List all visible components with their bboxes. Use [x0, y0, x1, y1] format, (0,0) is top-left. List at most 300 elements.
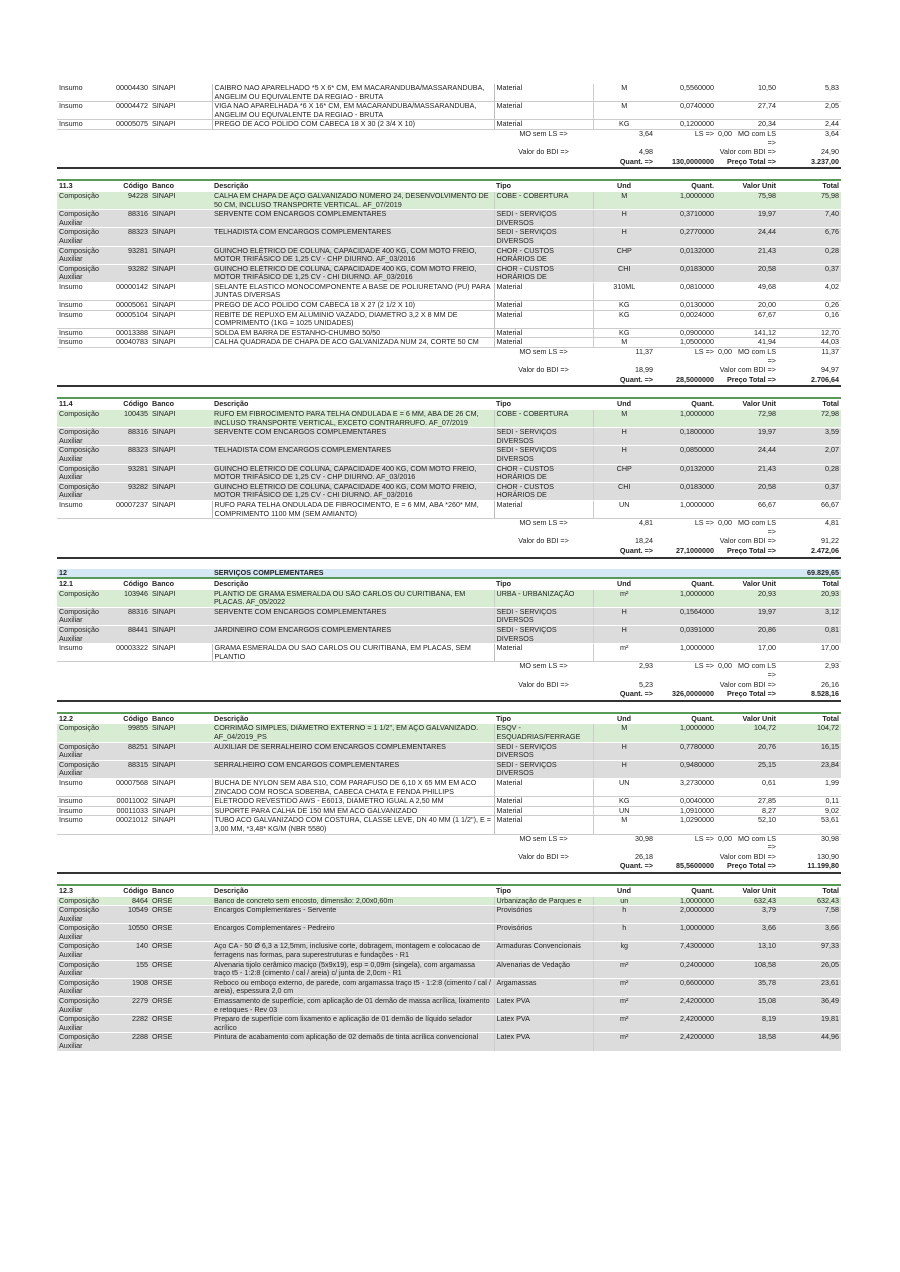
preco-total-value: 11.199,80 [778, 862, 841, 873]
row-quantity: 1,0000000 [655, 410, 716, 428]
row-code: 140 [112, 942, 150, 960]
row-total: 0,28 [778, 464, 841, 482]
spacer [57, 537, 112, 547]
row-quantity: 7,4300000 [655, 942, 716, 960]
table-row [57, 428, 841, 446]
spacer [57, 157, 112, 168]
table-row [57, 446, 841, 464]
row-description: CALHA QUADRADA DE CHAPA DE ACO GALVANIZADA NUM 24, CORTE 50 CM [212, 338, 494, 348]
spacer [655, 148, 716, 158]
item-number: 11.3 [57, 180, 112, 191]
row-bank: SINAPI [150, 607, 212, 625]
row-category: ESQV - ESQUADRIAS/FERRAGE [494, 724, 593, 742]
row-code: 10549 [112, 906, 150, 924]
valor-com-bdi-value: 94,97 [778, 366, 841, 376]
row-unit: KG [593, 797, 655, 807]
section-title: SERVIÇOS COMPLEMENTARES [212, 569, 494, 579]
row-type: Insumo [57, 797, 112, 807]
row-type: Composição Auxiliar [57, 760, 112, 778]
valor-bdi-value: 5,23 [593, 680, 655, 690]
row-description: TELHADISTA COM ENCARGOS COMPLEMENTARES [212, 228, 494, 246]
col-header-quant: Quant. [655, 578, 716, 589]
valor-bdi-label: Valor do BDI => [494, 537, 593, 547]
spacer [150, 680, 212, 690]
col-header-valor-unit: Valor Unit [716, 885, 778, 896]
budget-block [57, 569, 841, 702]
row-bank: ORSE [150, 942, 212, 960]
valor-bdi-label: Valor do BDI => [494, 680, 593, 690]
spacer [212, 546, 494, 557]
spacer [212, 537, 494, 547]
row-quantity: 0,0183000 [655, 482, 716, 500]
spacer [655, 852, 716, 862]
row-total: 72,98 [778, 410, 841, 428]
row-unit-price: 41,94 [716, 338, 778, 348]
row-unit-price: 35,78 [716, 978, 778, 996]
spacer [494, 157, 593, 168]
section-empty [593, 569, 655, 579]
row-quantity: 0,0900000 [655, 328, 716, 338]
item-number: 12.3 [57, 885, 112, 896]
row-unit: M [593, 338, 655, 348]
table-row [57, 816, 841, 834]
row-quantity: 0,0024000 [655, 310, 716, 328]
row-type: Insumo [57, 644, 112, 662]
bdi-row [57, 537, 841, 547]
row-total: 7,58 [778, 906, 841, 924]
quant-row [57, 375, 841, 386]
row-description: SERVENTE COM ENCARGOS COMPLEMENTARES [212, 428, 494, 446]
row-type: Composição Auxiliar [57, 482, 112, 500]
spacer [112, 852, 150, 862]
row-unit: UN [593, 500, 655, 518]
row-bank: ORSE [150, 1033, 212, 1051]
row-unit: kg [593, 942, 655, 960]
mo-com-ls-value: 30,98 [778, 834, 841, 852]
block-gap [57, 169, 841, 179]
valor-com-bdi-value: 91,22 [778, 537, 841, 547]
col-header-tipo: Tipo [494, 398, 593, 409]
row-unit-price: 20,76 [716, 742, 778, 760]
row-total: 3,66 [778, 924, 841, 942]
row-type: Composição Auxiliar [57, 942, 112, 960]
table-row [57, 896, 841, 906]
table-row [57, 806, 841, 816]
row-category: SEDI - SERVIÇOS DIVERSOS [494, 428, 593, 446]
col-header-banco: Banco [150, 578, 212, 589]
row-type: Composição [57, 896, 112, 906]
row-description: CALHA EM CHAPA DE AÇO GALVANIZADO NÚMERO 24, DESENVOLVIMENTO DE 50 CM, INCLUSO TRANSPORTE VERTICAL. AF_07/2019 [212, 191, 494, 209]
valor-com-bdi-value: 130,90 [778, 852, 841, 862]
row-description: BUCHA DE NYLON SEM ABA S10, COM PARAFUSO DE 6,10 X 65 MM EM ACO ZINCADO COM ROSCA SOBERBA, CABECA CHATA E FENDA PHILLIPS [212, 778, 494, 796]
spacer [112, 662, 150, 680]
row-bank: SINAPI [150, 84, 212, 102]
table-row [57, 328, 841, 338]
spacer [57, 148, 112, 158]
spacer [150, 690, 212, 701]
row-unit-price: 27,85 [716, 797, 778, 807]
row-unit-price: 25,15 [716, 760, 778, 778]
row-total: 3,59 [778, 428, 841, 446]
row-quantity: 0,9480000 [655, 760, 716, 778]
table-row [57, 264, 841, 282]
valor-bdi-value: 18,99 [593, 366, 655, 376]
table-row [57, 228, 841, 246]
row-unit-price: 108,58 [716, 960, 778, 978]
spacer [212, 348, 494, 366]
row-description: SUPORTE PARA CALHA DE 150 MM EM ACO GALVANIZADO [212, 806, 494, 816]
row-unit-price: 632,43 [716, 896, 778, 906]
row-unit: m² [593, 1033, 655, 1051]
col-header-quant: Quant. [655, 180, 716, 191]
row-type: Composição [57, 589, 112, 607]
row-unit-price: 20,93 [716, 589, 778, 607]
row-category: Material [494, 778, 593, 796]
row-type: Insumo [57, 338, 112, 348]
row-description: Alvenaria tijolo cerâmico maciço (5x9x19), esp = 0,09m (singela), com argamassa traço t5 - 1:2:8 (cimento / cal / areia) c/ junta de 2,0cm - R1 [212, 960, 494, 978]
row-description: Reboco ou emboço externo, de parede, com argamassa traço t5 - 1:2:8 (cimento / cal / areia), espessura 2,0 cm [212, 978, 494, 996]
row-total: 0,37 [778, 264, 841, 282]
table-row [57, 626, 841, 644]
row-code: 99855 [112, 724, 150, 742]
row-total: 0,28 [778, 246, 841, 264]
row-unit: UN [593, 778, 655, 796]
row-type: Composição Auxiliar [57, 978, 112, 996]
valor-com-bdi-value: 24,90 [778, 148, 841, 158]
row-unit-price: 20,34 [716, 120, 778, 130]
row-bank: SINAPI [150, 778, 212, 796]
row-code: 10550 [112, 924, 150, 942]
row-type: Composição Auxiliar [57, 924, 112, 942]
row-total: 632,43 [778, 896, 841, 906]
spacer [212, 366, 494, 376]
row-bank: ORSE [150, 997, 212, 1015]
row-bank: ORSE [150, 1015, 212, 1033]
table-row [57, 724, 841, 742]
header-row [57, 885, 841, 896]
preco-total-value: 2.472,06 [778, 546, 841, 557]
row-bank: SINAPI [150, 310, 212, 328]
row-bank: SINAPI [150, 410, 212, 428]
row-type: Insumo [57, 816, 112, 834]
row-unit: m² [593, 978, 655, 996]
table-row [57, 942, 841, 960]
row-quantity: 1,0000000 [655, 724, 716, 742]
preco-total-value: 8.528,16 [778, 690, 841, 701]
bdi-row [57, 366, 841, 376]
spacer [212, 834, 494, 852]
row-code: 00011002 [112, 797, 150, 807]
spacer [212, 680, 494, 690]
row-bank: SINAPI [150, 446, 212, 464]
row-type: Composição Auxiliar [57, 742, 112, 760]
row-description: CORRIMÃO SIMPLES, DIÂMETRO EXTERNO = 1 1/2", EM AÇO GALVANIZADO. AF_04/2019_PS [212, 724, 494, 742]
spacer [150, 348, 212, 366]
row-total: 6,76 [778, 228, 841, 246]
row-bank: SINAPI [150, 228, 212, 246]
valor-bdi-value: 26,18 [593, 852, 655, 862]
mo-com-ls-value: 2,93 [778, 662, 841, 680]
row-bank: SINAPI [150, 644, 212, 662]
row-code: 93282 [112, 264, 150, 282]
row-quantity: 0,1800000 [655, 428, 716, 446]
spacer [57, 834, 112, 852]
col-header-tipo: Tipo [494, 578, 593, 589]
table-row [57, 191, 841, 209]
block-gap [57, 702, 841, 712]
table-row [57, 410, 841, 428]
row-type: Composição Auxiliar [57, 960, 112, 978]
mo-sem-ls-value: 11,37 [593, 348, 655, 366]
row-code: 00007237 [112, 500, 150, 518]
col-header-tipo: Tipo [494, 180, 593, 191]
row-bank: ORSE [150, 896, 212, 906]
row-code: 88441 [112, 626, 150, 644]
col-header-und: Und [593, 885, 655, 896]
row-code: 88251 [112, 742, 150, 760]
row-description: TELHADISTA COM ENCARGOS COMPLEMENTARES [212, 446, 494, 464]
row-unit: un [593, 896, 655, 906]
row-unit: CHI [593, 482, 655, 500]
spacer [112, 157, 150, 168]
row-description: GUINCHO ELÉTRICO DE COLUNA, CAPACIDADE 400 KG, COM MOTO FREIO, MOTOR TRIFÁSICO DE 1,25 CV - CHP DIURNO. AF_03/2016 [212, 464, 494, 482]
item-number: 11.4 [57, 398, 112, 409]
row-unit-price: 104,72 [716, 724, 778, 742]
ls-value: 0,00 [718, 347, 733, 357]
row-total: 44,03 [778, 338, 841, 348]
row-type: Composição Auxiliar [57, 997, 112, 1015]
row-type: Insumo [57, 120, 112, 130]
row-description: PREGO DE ACO POLIDO COM CABECA 18 X 27 (2 1/2 X 10) [212, 301, 494, 311]
row-unit: m² [593, 1015, 655, 1033]
row-category: SEDI - SERVIÇOS DIVERSOS [494, 210, 593, 228]
valor-bdi-label: Valor do BDI => [494, 366, 593, 376]
spacer [57, 680, 112, 690]
budget-block [57, 84, 841, 169]
col-header-codigo: Código [112, 180, 150, 191]
row-description: TUBO ACO GALVANIZADO COM COSTURA, CLASSE LEVE, DN 40 MM (1 1/2"), E = 3,00 MM, *3,48* KG/M (NBR 5580) [212, 816, 494, 834]
col-header-banco: Banco [150, 398, 212, 409]
row-bank: SINAPI [150, 191, 212, 209]
row-category: Material [494, 301, 593, 311]
table-row [57, 760, 841, 778]
table-row [57, 282, 841, 300]
row-quantity: 1,0000000 [655, 896, 716, 906]
spacer [112, 519, 150, 537]
row-description: GUINCHO ELÉTRICO DE COLUNA, CAPACIDADE 400 KG, COM MOTO FREIO, MOTOR TRIFÁSICO DE 1,25 CV - CHI DIURNO. AF_03/2016 [212, 264, 494, 282]
row-description: RUFO PARA TELHA ONDULADA DE FIBROCIMENTO, E = 6 MM, ABA *260* MM, COMPRIMENTO 1100 MM (SEM AMIANTO) [212, 500, 494, 518]
row-description: Banco de concreto sem encosto, dimensão: 2,00x0,60m [212, 896, 494, 906]
row-category: Argamassas [494, 978, 593, 996]
preco-total-label: Preço Total => [716, 690, 778, 701]
row-unit: H [593, 210, 655, 228]
row-quantity: 0,6600000 [655, 978, 716, 996]
row-category: Armaduras Convencionais [494, 942, 593, 960]
spacer [655, 366, 716, 376]
row-unit-price: 72,98 [716, 410, 778, 428]
ls-label: LS => [655, 348, 716, 366]
spacer [112, 348, 150, 366]
ls-cell [716, 519, 778, 537]
row-unit-price: 19,97 [716, 210, 778, 228]
row-category: Material [494, 644, 593, 662]
row-unit: m² [593, 997, 655, 1015]
table-row [57, 120, 841, 130]
row-bank: SINAPI [150, 500, 212, 518]
spacer [112, 546, 150, 557]
row-code: 00005104 [112, 310, 150, 328]
row-total: 2,44 [778, 120, 841, 130]
row-description: SELANTE ELASTICO MONOCOMPONENTE A BASE DE POLIURETANO (PU) PARA JUNTAS DIVERSAS [212, 282, 494, 300]
row-bank: SINAPI [150, 246, 212, 264]
row-quantity: 0,2770000 [655, 228, 716, 246]
row-bank: ORSE [150, 960, 212, 978]
spacer [150, 546, 212, 557]
table-row [57, 742, 841, 760]
row-category: Material [494, 338, 593, 348]
row-type: Insumo [57, 500, 112, 518]
mo-row [57, 662, 841, 680]
spacer [112, 129, 150, 147]
row-total: 53,61 [778, 816, 841, 834]
row-unit: M [593, 84, 655, 102]
spacer [57, 375, 112, 386]
row-unit-price: 49,68 [716, 282, 778, 300]
mo-sem-ls-value: 2,93 [593, 662, 655, 680]
row-total: 97,33 [778, 942, 841, 960]
row-type: Insumo [57, 282, 112, 300]
row-bank: ORSE [150, 906, 212, 924]
spacer [212, 662, 494, 680]
row-unit: H [593, 742, 655, 760]
row-total: 0,37 [778, 482, 841, 500]
row-category: Material [494, 282, 593, 300]
row-type: Insumo [57, 806, 112, 816]
row-type: Composição [57, 724, 112, 742]
spacer [212, 852, 494, 862]
row-total: 23,61 [778, 978, 841, 996]
row-category: CHOR - CUSTOS HORÁRIOS DE [494, 246, 593, 264]
row-unit: KG [593, 310, 655, 328]
spacer [112, 375, 150, 386]
spacer [212, 862, 494, 873]
bdi-row [57, 680, 841, 690]
preco-total-value: 3.237,00 [778, 157, 841, 168]
row-total: 0,11 [778, 797, 841, 807]
row-description: SERVENTE COM ENCARGOS COMPLEMENTARES [212, 210, 494, 228]
row-type: Insumo [57, 310, 112, 328]
table-row [57, 84, 841, 102]
row-description: SERVENTE COM ENCARGOS COMPLEMENTARES [212, 607, 494, 625]
row-unit-price: 141,12 [716, 328, 778, 338]
mo-com-ls-value: 11,37 [778, 348, 841, 366]
spacer [212, 375, 494, 386]
col-header-valor-unit: Valor Unit [716, 180, 778, 191]
row-category: SEDI - SERVIÇOS DIVERSOS [494, 228, 593, 246]
quant-total-value: 27,1000000 [655, 546, 716, 557]
mo-com-ls-label: MO com LS => [738, 661, 776, 680]
row-unit: h [593, 906, 655, 924]
row-type: Composição Auxiliar [57, 228, 112, 246]
row-bank: SINAPI [150, 328, 212, 338]
col-header-tipo: Tipo [494, 713, 593, 724]
valor-bdi-label: Valor do BDI => [494, 852, 593, 862]
row-category: Material [494, 310, 593, 328]
row-quantity: 2,0000000 [655, 906, 716, 924]
row-unit-price: 20,86 [716, 626, 778, 644]
row-unit-price: 67,67 [716, 310, 778, 328]
row-description: GRAMA ESMERALDA OU SAO CARLOS OU CURITIBANA, EM PLACAS, SEM PLANTIO [212, 644, 494, 662]
row-category: COBE - COBERTURA [494, 191, 593, 209]
row-unit-price: 75,98 [716, 191, 778, 209]
block-gap [57, 559, 841, 569]
row-type: Composição Auxiliar [57, 446, 112, 464]
row-total: 2,05 [778, 102, 841, 120]
table-row [57, 1033, 841, 1051]
row-unit-price: 8,27 [716, 806, 778, 816]
quant-total-value: 85,5600000 [655, 862, 716, 873]
row-category: Alvenarias de Vedação [494, 960, 593, 978]
row-bank: SINAPI [150, 806, 212, 816]
row-unit-price: 24,44 [716, 446, 778, 464]
quant-row [57, 546, 841, 557]
table-row [57, 310, 841, 328]
mo-com-ls-label: MO com LS => [738, 129, 776, 147]
row-total: 19,81 [778, 1015, 841, 1033]
row-description: Emassamento de superfície, com aplicação de 01 demão de massa acrílica, lixamento e retoques - Rev 03 [212, 997, 494, 1015]
row-type: Insumo [57, 84, 112, 102]
row-quantity: 1,0290000 [655, 816, 716, 834]
row-total: 16,15 [778, 742, 841, 760]
spacer [112, 690, 150, 701]
row-description: GUINCHO ELÉTRICO DE COLUNA, CAPACIDADE 400 KG, COM MOTO FREIO, MOTOR TRIFÁSICO DE 1,25 CV - CHP DIURNO. AF_03/2016 [212, 246, 494, 264]
quant-total-value: 130,0000000 [655, 157, 716, 168]
mo-com-ls-value: 4,81 [778, 519, 841, 537]
row-quantity: 0,0132000 [655, 246, 716, 264]
row-type: Composição [57, 410, 112, 428]
spacer [494, 546, 593, 557]
header-row [57, 713, 841, 724]
row-quantity: 0,7780000 [655, 742, 716, 760]
table-row [57, 797, 841, 807]
row-quantity: 3,2730000 [655, 778, 716, 796]
row-bank: SINAPI [150, 816, 212, 834]
section-row [57, 569, 841, 579]
mo-sem-ls-label: MO sem LS => [494, 834, 593, 852]
col-header-total: Total [778, 885, 841, 896]
spacer [57, 366, 112, 376]
row-category: Latex PVA [494, 997, 593, 1015]
item-number: 12.2 [57, 713, 112, 724]
row-total: 26,05 [778, 960, 841, 978]
row-total: 23,84 [778, 760, 841, 778]
preco-total-label: Preço Total => [716, 375, 778, 386]
row-category: CHOR - CUSTOS HORÁRIOS DE [494, 264, 593, 282]
row-code: 00004430 [112, 84, 150, 102]
spacer [112, 537, 150, 547]
row-quantity: 0,0391000 [655, 626, 716, 644]
row-bank: SINAPI [150, 428, 212, 446]
row-category: Provisórios [494, 924, 593, 942]
row-quantity: 2,4200000 [655, 997, 716, 1015]
ls-value: 0,00 [718, 834, 733, 843]
row-quantity: 0,0740000 [655, 102, 716, 120]
table-row [57, 102, 841, 120]
row-total: 1,99 [778, 778, 841, 796]
spacer [57, 129, 112, 147]
row-unit-price: 20,58 [716, 482, 778, 500]
table-row [57, 482, 841, 500]
